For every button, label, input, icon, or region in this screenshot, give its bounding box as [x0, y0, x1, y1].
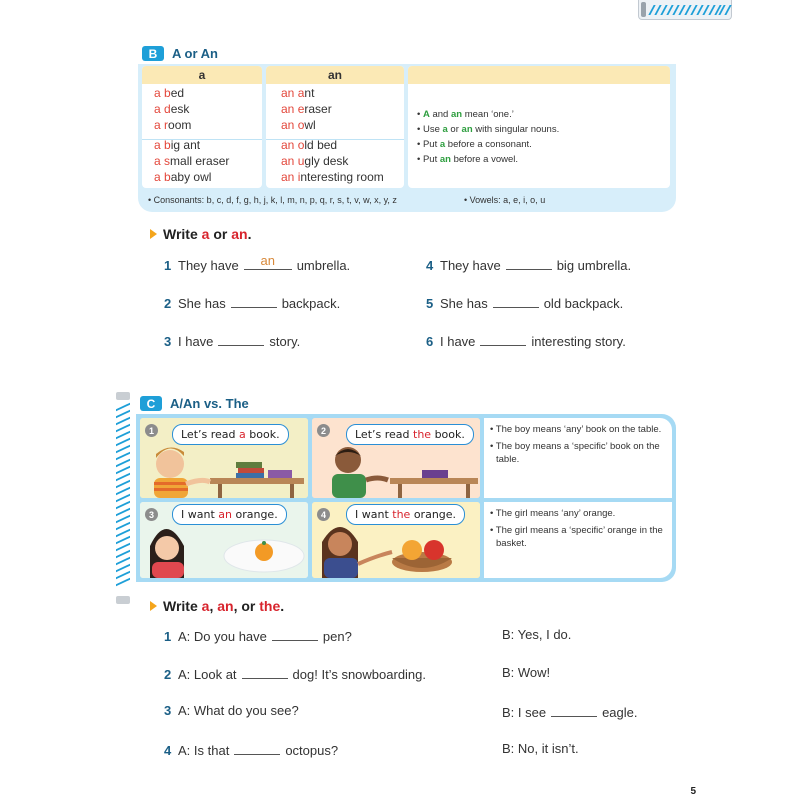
explanation-girl: • The girl means ‘any’ orange. • The girl means a ‘specific’ orange in the basket.: [484, 502, 672, 578]
speech-bubble: Let’s read a book.: [172, 424, 289, 445]
speech-bubble: Let’s read the book.: [346, 424, 474, 445]
dialogue-reply: B: Wow!: [502, 665, 551, 680]
dialogue-reply: B: I see eagle.: [502, 705, 638, 720]
section-b-badge: B: [142, 46, 164, 61]
dialogue-reply: B: Yes, I do.: [502, 627, 572, 642]
rule-line: • A and an mean ‘one.’: [417, 109, 514, 120]
column-a-header: a: [142, 66, 262, 84]
example-word: an owl: [281, 118, 316, 132]
page-number: 5: [690, 786, 696, 797]
answer-blank[interactable]: [218, 332, 264, 346]
example-word: a room: [154, 118, 192, 132]
spiral-binding-tab: [638, 0, 732, 20]
section-c-header: [140, 396, 249, 411]
dialogue-reply: B: No, it isn’t.: [502, 741, 579, 756]
section-c-badge: C: [140, 396, 162, 411]
rule-line: • Use a or an with singular nouns.: [417, 124, 560, 135]
exercise-item: 1 They have an umbrella.: [164, 253, 351, 273]
example-word: an interesting room: [281, 170, 384, 184]
dialogue-item: 1 A: Do you have pen?: [164, 629, 352, 644]
rule-line: • Put an before a vowel.: [417, 154, 519, 165]
triangle-bullet-icon: [150, 601, 157, 611]
speech-bubble: I want an orange.: [172, 504, 287, 525]
exercise-item: 6 I have interesting story.: [426, 334, 626, 349]
picture-number: 3: [145, 508, 158, 521]
exercise-item: 5 She has old backpack.: [426, 296, 624, 311]
example-word: a bed: [154, 86, 185, 100]
vowels-list: • Vowels: a, e, i, o, u: [464, 195, 546, 205]
example-word: a small eraser: [154, 154, 230, 168]
dialogue-item: 3 A: What do you see?: [164, 703, 299, 718]
answer-blank[interactable]: [242, 665, 288, 679]
answer-blank[interactable]: [234, 741, 280, 755]
task-c-instruction: Write a, an, or the.: [150, 598, 284, 614]
section-c-title: A/An vs. The: [170, 396, 249, 411]
exercise-item: 3 I have story.: [164, 334, 301, 349]
rules-header: [408, 66, 670, 84]
exercise-item: 4 They have big umbrella.: [426, 258, 632, 273]
answer-blank[interactable]: [231, 294, 277, 308]
answer-blank[interactable]: an: [244, 256, 292, 270]
answer-blank[interactable]: [480, 332, 526, 346]
section-b-header: [142, 46, 218, 61]
answer-blank[interactable]: [272, 627, 318, 641]
dialogue-item: 2 A: Look at dog! It’s snowboarding.: [164, 667, 427, 682]
task-b-instruction: Write a or an.: [150, 226, 251, 242]
picture-number: 4: [317, 508, 330, 521]
example-word: an ant: [281, 86, 315, 100]
picture-number: 1: [145, 424, 158, 437]
answer-blank[interactable]: [493, 294, 539, 308]
triangle-bullet-icon: [150, 229, 157, 239]
explanation-boy: • The boy means ‘any’ book on the table. • The boy means a ‘specific’ book on the table.: [484, 418, 672, 498]
rule-line: • Put a before a consonant.: [417, 139, 532, 150]
example-word: an old bed: [281, 138, 338, 152]
section-b-title: A or An: [172, 46, 218, 61]
a-or-an-grammar-table: [138, 64, 676, 212]
answer-blank[interactable]: [506, 256, 552, 270]
example-word: a desk: [154, 102, 190, 116]
picture-number: 2: [317, 424, 330, 437]
a-an-vs-the-table: [136, 414, 676, 582]
consonants-list: • Consonants: b, c, d, f, g, h, j, k, l, m, n, p, q, r, s, t, v, w, x, y, z: [148, 195, 397, 205]
speech-bubble: I want the orange.: [346, 504, 465, 525]
example-word: an ugly desk: [281, 154, 349, 168]
example-word: a baby owl: [154, 170, 212, 184]
exercise-item: 2 She has backpack.: [164, 296, 341, 311]
column-an-header: an: [266, 66, 404, 84]
spiral-binding-side: [116, 392, 130, 606]
answer-blank[interactable]: [551, 703, 597, 717]
example-word: an eraser: [281, 102, 332, 116]
dialogue-item: 4 A: Is that octopus?: [164, 743, 339, 758]
example-word: a big ant: [154, 138, 201, 152]
